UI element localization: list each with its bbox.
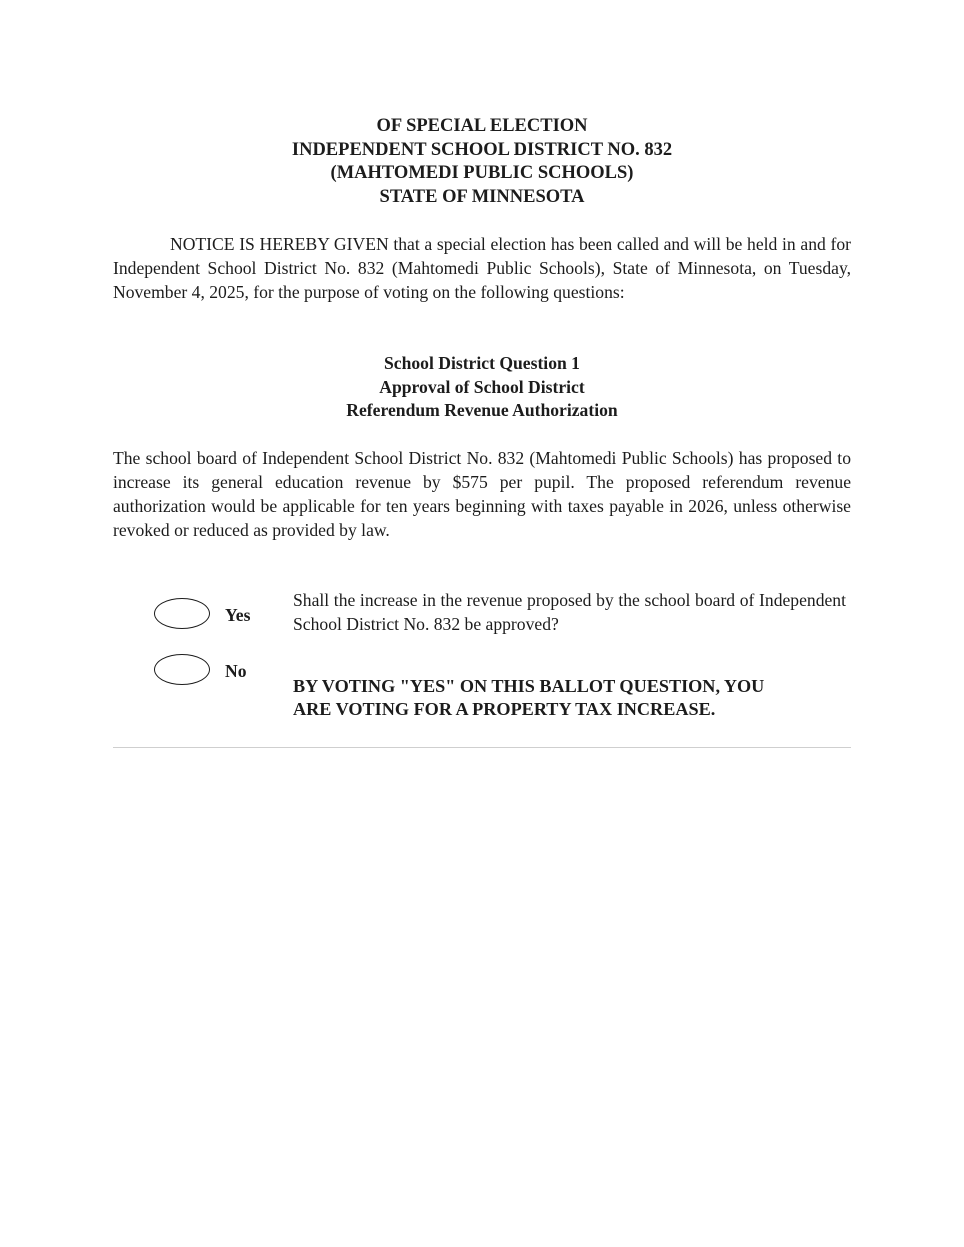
tax-increase-warning xyxy=(293,675,853,721)
yes-oval[interactable] xyxy=(154,598,210,629)
question-number: School District Question 1 xyxy=(384,353,580,373)
header-line-district: INDEPENDENT SCHOOL DISTRICT NO. 832 xyxy=(291,139,673,160)
no-oval[interactable] xyxy=(154,654,210,685)
bottom-divider xyxy=(113,747,851,748)
yes-label: Yes xyxy=(225,605,251,625)
question-description: The school board of Independent School District No. 832 (Mahtomedi Public Schools) has proposed to increase its general education revenue by $575 per pupil. The proposed referendum revenue authorization would be applicable for ten years beginning with taxes payable in 2026, unless otherwise revoked or reduced as provided by law. xyxy=(113,448,851,540)
warning-line1: BY VOTING "YES" ON THIS BALLOT QUESTION, YOU xyxy=(293,676,765,696)
no-label: No xyxy=(225,661,247,681)
warning-line2: ARE VOTING FOR A PROPERTY TAX INCREASE. xyxy=(293,699,716,719)
ballot-question-text: Shall the increase in the revenue proposed by the school board of Independent School District No. 832 be approved? xyxy=(293,590,846,634)
document-header xyxy=(0,115,964,209)
question-title-line1: Approval of School District xyxy=(379,376,585,397)
header-line-schools: (MAHTOMEDI PUBLIC SCHOOLS) xyxy=(330,163,634,183)
header-line-state: STATE OF MINNESOTA xyxy=(379,186,585,207)
header-line-title: OF SPECIAL ELECTION xyxy=(376,116,588,136)
question-title-line2: Referendum Revenue Authorization xyxy=(346,400,618,420)
question-heading xyxy=(0,352,964,423)
notice-paragraph: NOTICE IS HEREBY GIVEN that a special election has been called and will be held in and for Independent School District No. 832 (Mahtomedi Public Schools), State of Minnesota, on Tuesday, November 4, 2025, for the purpose of voting on the following questions: xyxy=(113,234,851,302)
